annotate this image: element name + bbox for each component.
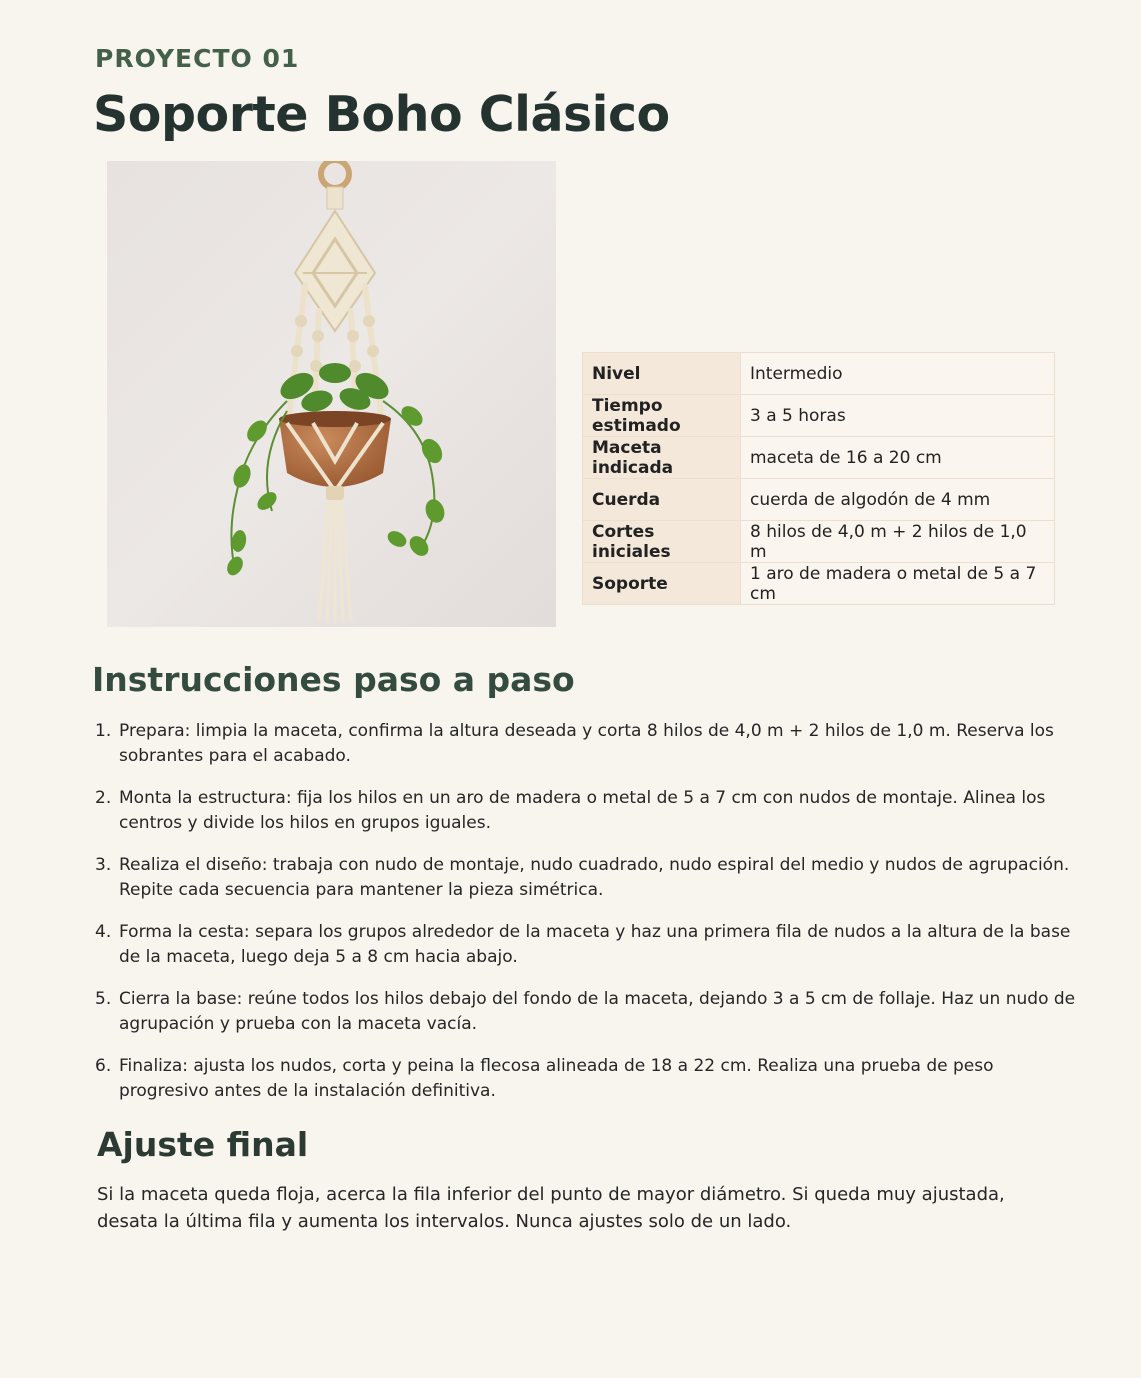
spec-label: Nivel <box>583 353 741 395</box>
spec-label: Cuerda <box>583 479 741 521</box>
step-text: Monta la estructura: fija los hilos en un aro de madera o metal de 5 a 7 cm con nudos de montaje. Alinea los centros y divide los hilos en grupos iguales. <box>119 788 1046 833</box>
step-number: 2. <box>95 788 112 808</box>
spec-row <box>583 521 1055 563</box>
instruction-step <box>95 987 1085 1037</box>
instructions-heading: Instrucciones paso a paso <box>92 660 575 699</box>
instruction-step <box>95 853 1085 903</box>
step-text: Prepara: limpia la maceta, confirma la altura deseada y corta 8 hilos de 4,0 m + 2 hilos de 1,0 m. Reserva los sobrantes para el acabado. <box>119 721 1054 766</box>
instruction-step <box>95 1054 1085 1104</box>
spec-row <box>583 479 1055 521</box>
step-text: Realiza el diseño: trabaja con nudo de montaje, nudo cuadrado, nudo espiral del medio y nudos de agrupación. Repite cada secuencia para mantener la pieza simétrica. <box>119 855 1070 900</box>
spec-value: cuerda de algodón de 4 mm <box>741 479 1055 521</box>
step-text: Forma la cesta: separa los grupos alrededor de la maceta y haz una primera fila de nudos a la altura de la base de la maceta, luego deja 5 a 8 cm hacia abajo. <box>119 922 1071 967</box>
spec-value: Intermedio <box>741 353 1055 395</box>
spec-value: 1 aro de madera o metal de 5 a 7 cm <box>741 563 1055 605</box>
step-text: Finaliza: ajusta los nudos, corta y peina la flecosa alineada de 18 a 22 cm. Realiza una prueba de peso progresivo antes de la instalación definitiva. <box>119 1056 994 1101</box>
final-adjustment-text: Si la maceta queda floja, acerca la fila inferior del punto de mayor diámetro. Si queda muy ajustada, desata la última fila y aumenta los intervalos. Nunca ajustes solo de un lado. <box>97 1184 1005 1232</box>
macrame-plant-hanger-photo <box>107 161 556 627</box>
spec-value: 8 hilos de 4,0 m + 2 hilos de 1,0 m <box>741 521 1055 563</box>
step-number: 1. <box>95 721 112 741</box>
macrame-plant-hanger-icon <box>107 161 556 627</box>
step-number: 3. <box>95 855 112 875</box>
spec-row <box>583 563 1055 605</box>
specs-table <box>582 352 1055 605</box>
spec-label: Cortes iniciales <box>583 521 741 563</box>
spec-row <box>583 395 1055 437</box>
final-adjustment-heading: Ajuste final <box>97 1125 309 1164</box>
spec-value: 3 a 5 horas <box>741 395 1055 437</box>
instruction-step <box>95 786 1085 836</box>
spec-label: Soporte <box>583 563 741 605</box>
spec-label: Maceta indicada <box>583 437 741 479</box>
step-number: 4. <box>95 922 112 942</box>
spec-row <box>583 353 1055 395</box>
instructions-list <box>95 719 1085 1121</box>
step-text: Cierra la base: reúne todos los hilos debajo del fondo de la maceta, dejando 3 a 5 cm de follaje. Haz un nudo de agrupación y prueba con la maceta vacía. <box>119 989 1076 1034</box>
instruction-step <box>95 719 1085 769</box>
spec-label: Tiempo estimado <box>583 395 741 437</box>
step-number: 5. <box>95 989 112 1009</box>
step-number: 6. <box>95 1056 112 1076</box>
spec-row <box>583 437 1055 479</box>
spec-value: maceta de 16 a 20 cm <box>741 437 1055 479</box>
instruction-step <box>95 920 1085 970</box>
page-title: Soporte Boho Clásico <box>93 86 670 143</box>
project-number: PROYECTO 01 <box>95 44 300 73</box>
